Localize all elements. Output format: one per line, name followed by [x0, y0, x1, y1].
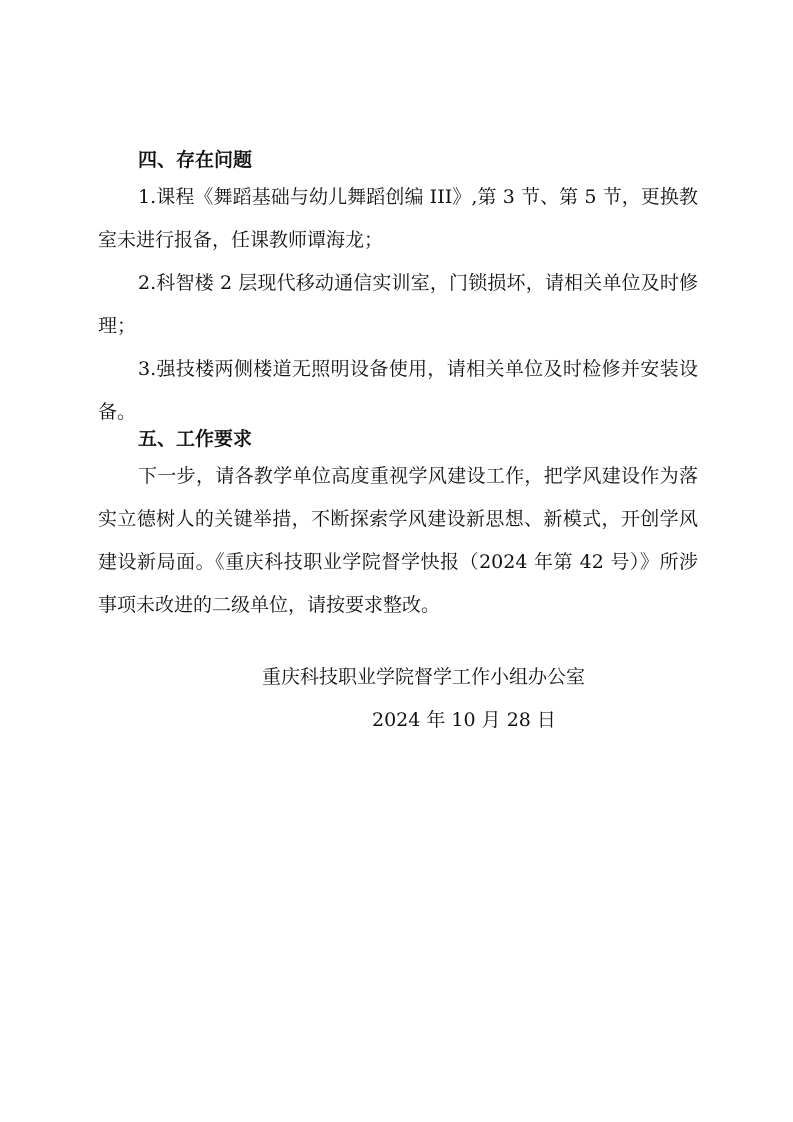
problem-item-1: 1.课程《舞蹈基础与幼儿舞蹈创编 III》,第 3 节、第 5 节，更换教室未进行报备，任课教师谭海龙； — [98, 186, 698, 251]
section-heading-requirements: 五、工作要求 — [138, 428, 253, 450]
problem-item-2: 2.科智楼 2 层现代移动通信实训室，门锁损坏，请相关单位及时修理； — [98, 272, 698, 337]
problem-item-3: 3.强技楼两侧楼道无照明设备使用，请相关单位及时检修并安装设备。 — [98, 358, 698, 423]
section-heading-problems: 四、存在问题 — [138, 149, 253, 171]
requirements-paragraph: 下一步，请各教学单位高度重视学风建设工作，把学风建设作为落实立德树人的关键举措，不断探索学风建设新思想、新模式，开创学风建设新局面。《重庆科技职业学院督学快报（2024 年第 42 号）》所涉事项未改进的二级单位，请按要求整改。 — [98, 465, 698, 616]
signature-date: 2024 年 10 月 28 日 — [372, 709, 556, 731]
signature-organization: 重庆科技职业学院督学工作小组办公室 — [262, 666, 586, 688]
